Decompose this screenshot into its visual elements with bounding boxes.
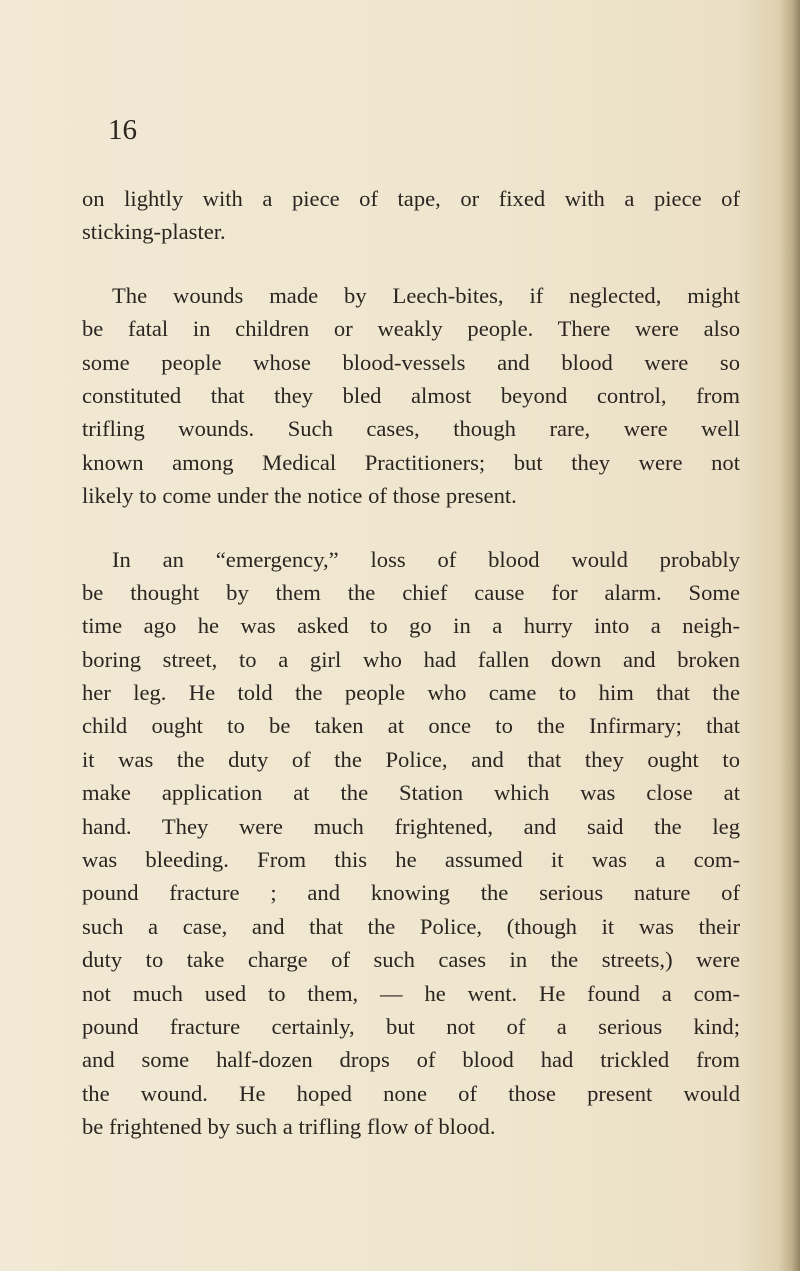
- text-line: child ought to be taken at once to the Infirmary; that: [82, 713, 740, 739]
- text-line: constituted that they bled almost beyond control, from: [82, 382, 740, 408]
- body-text: [82, 182, 740, 1144]
- text-line: duty to take charge of such cases in the streets,) were: [82, 947, 740, 973]
- text-line: and some half-dozen drops of blood had trickled from: [82, 1047, 740, 1073]
- text-line: some people whose blood-vessels and blood were so: [82, 349, 740, 375]
- text-line: the wound. He hoped none of those present would: [82, 1080, 740, 1106]
- page-edge-shadow: [778, 0, 800, 1271]
- text-line: The wounds made by Leech-bites, if neglected, might: [112, 282, 740, 308]
- text-line: In an “emergency,” loss of blood would probably: [112, 546, 740, 572]
- text-line: her leg. He told the people who came to him that the: [82, 680, 740, 706]
- paragraph-gap: [82, 513, 740, 543]
- text-line: be thought by them the chief cause for alarm. Some: [82, 579, 740, 605]
- page-number: 16: [108, 114, 137, 146]
- text-line: hand. They were much frightened, and said the leg: [82, 813, 740, 839]
- text-line: trifling wounds. Such cases, though rare, were well: [82, 416, 740, 442]
- text-line: on lightly with a piece of tape, or fixed with a piece of: [82, 186, 740, 211]
- paragraph-gap: [82, 249, 740, 279]
- text-line: was bleeding. From this he assumed it was a com-: [82, 847, 740, 873]
- text-line: pound fracture certainly, but not of a serious kind;: [82, 1013, 740, 1039]
- text-line: known among Medical Practitioners; but they were not: [82, 449, 740, 475]
- text-line: boring street, to a girl who had fallen down and broken: [82, 646, 740, 672]
- text-line: be fatal in children or weakly people. There were also: [82, 316, 740, 342]
- text-line: be frightened by such a trifling flow of blood.: [82, 1114, 496, 1140]
- text-line: sticking-plaster.: [82, 219, 226, 245]
- text-line: likely to come under the notice of those present.: [82, 483, 517, 509]
- text-line: make application at the Station which was close at: [82, 780, 740, 806]
- text-line: it was the duty of the Police, and that they ought to: [82, 746, 740, 772]
- text-line: not much used to them, — he went. He found a com-: [82, 980, 740, 1006]
- text-line: such a case, and that the Police, (though it was their: [82, 913, 740, 939]
- text-line: pound fracture ; and knowing the serious nature of: [82, 880, 740, 906]
- text-line: time ago he was asked to go in a hurry into a neigh-: [82, 613, 740, 639]
